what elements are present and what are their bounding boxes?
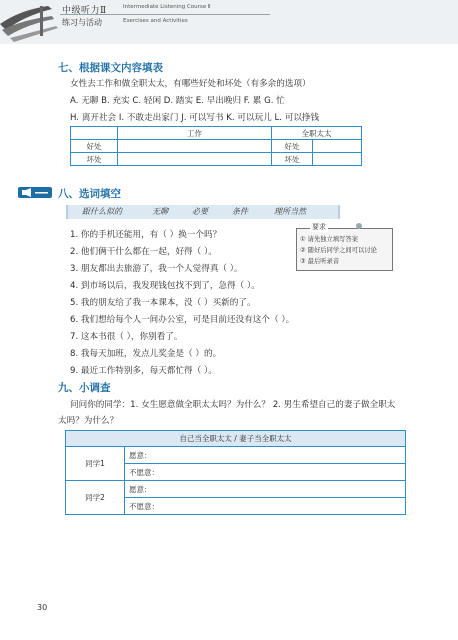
word-bank-item: 条件 bbox=[232, 207, 248, 216]
student-2-willing[interactable]: 愿意： bbox=[125, 481, 406, 498]
section-9-question-line2: 太吗？为什么？ bbox=[58, 416, 119, 426]
housewife-good-label: 好处 bbox=[272, 140, 313, 153]
row-good-label: 好处 bbox=[71, 140, 118, 153]
column-housewife: 全职太太 bbox=[272, 127, 362, 140]
requirement-item: ① 请先独立填写答案 bbox=[300, 236, 359, 243]
pin-icon bbox=[356, 223, 362, 229]
survey-table-title: 自己当全职太太 / 妻子当全职太太 bbox=[66, 431, 406, 447]
word-bank-item: 跟什么似的 bbox=[82, 207, 122, 216]
sentence-5: 5. 我的朋友给了我一本课本，没（ ）买新的了。 bbox=[70, 298, 256, 308]
word-bank-item: 理所当然 bbox=[274, 207, 306, 216]
sentence-7: 7. 这本书很（ ），你别看了。 bbox=[70, 332, 183, 342]
section-7-options-line1: A. 无聊 B. 充实 C. 轻闲 D. 踏实 E. 早出晚归 F. 累 G. 忙 bbox=[70, 96, 285, 106]
student-1-label: 同学1 bbox=[66, 447, 125, 481]
section-7-table bbox=[70, 126, 362, 166]
book-title-en: Intermediate Listening Course Ⅱ bbox=[123, 4, 211, 10]
work-bad-cell[interactable] bbox=[118, 153, 272, 166]
work-good-cell[interactable] bbox=[118, 140, 272, 153]
student-1-unwilling[interactable]: 不愿意： bbox=[125, 464, 406, 481]
survey-table bbox=[65, 430, 406, 515]
book-title: 中级听力Ⅱ bbox=[62, 6, 107, 16]
housewife-bad-label: 坏处 bbox=[272, 153, 313, 166]
sentence-1: 1. 你的手机还能用，有（ ）换一个吗？ bbox=[70, 230, 222, 240]
requirement-item: ② 随好后同学之间可以讨论 bbox=[300, 247, 377, 254]
requirement-item: ③ 最后听录音 bbox=[300, 258, 340, 265]
housewife-good-cell[interactable] bbox=[313, 140, 362, 153]
column-work: 工作 bbox=[118, 127, 272, 140]
sentence-9: 9. 最近工作特别多，每天都忙得（ ）。 bbox=[70, 366, 217, 376]
page-header bbox=[0, 0, 458, 44]
section-9-title: 九、小调查 bbox=[58, 382, 111, 394]
book-subtitle-en: Exercises and Activities bbox=[123, 18, 188, 24]
student-2-label: 同学2 bbox=[66, 481, 125, 515]
audio-badge-icon bbox=[18, 187, 52, 198]
student-2-unwilling[interactable]: 不愿意： bbox=[125, 498, 406, 515]
page-number: 30 bbox=[37, 603, 48, 612]
requirements-title: 要求 bbox=[312, 223, 326, 231]
book-subtitle: 练习与活动 bbox=[62, 18, 102, 27]
row-bad-label: 坏处 bbox=[71, 153, 118, 166]
section-7-instruction: 女性去工作和做全职太太，有哪些好处和坏处（有多余的选项） bbox=[70, 79, 311, 89]
sentence-2: 2. 他们俩干什么都在一起，好得（ ）。 bbox=[70, 247, 217, 257]
word-bank-item: 必要 bbox=[192, 207, 208, 216]
student-1-willing[interactable]: 愿意： bbox=[125, 447, 406, 464]
sentence-3: 3. 朋友都出去旅游了，我一个人觉得真（ ）。 bbox=[70, 264, 243, 274]
housewife-bad-cell[interactable] bbox=[313, 153, 362, 166]
word-bank-item: 无聊 bbox=[152, 207, 168, 216]
section-9-question-line1: 问问你的同学：1. 女生愿意做全职太太吗？为什么？ 2. 男生希望自己的妻子做全职太 bbox=[70, 400, 396, 410]
sentence-6: 6. 我们想给每个人一间办公室，可是目前还没有这个（ ）。 bbox=[70, 315, 295, 325]
word-bank bbox=[66, 205, 340, 219]
sentence-8: 8. 我每天加班，发点儿奖金是（ ）的。 bbox=[70, 349, 222, 359]
section-7-title: 七、根据课文内容填表 bbox=[58, 62, 163, 74]
section-8-title: 八、选词填空 bbox=[58, 188, 121, 200]
sentence-4: 4. 到市场以后，我发现钱包找不到了，急得（ ）。 bbox=[70, 281, 260, 291]
section-7-options-line2: H. 离开社会 I. 不敢走出家门 J. 可以写书 K. 可以玩儿 L. 可以挣钱 bbox=[70, 113, 320, 123]
